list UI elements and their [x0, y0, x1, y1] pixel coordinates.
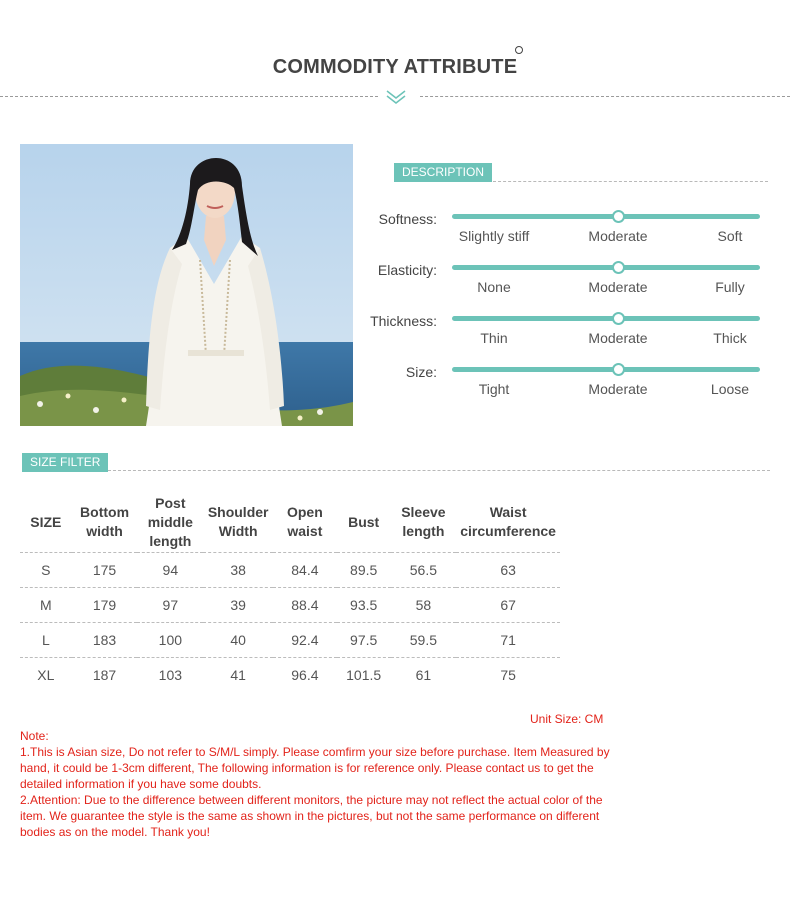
thickness-option-0: Thin: [480, 330, 508, 346]
table-cell: 103: [137, 658, 203, 693]
size-slider-track: [452, 367, 760, 372]
table-cell: 38: [203, 553, 273, 588]
table-cell: 59.5: [391, 623, 457, 658]
table-cell: 39: [203, 588, 273, 623]
elasticity-slider-track: [452, 265, 760, 270]
table-cell: L: [20, 623, 72, 658]
header-bottom-width: Bottom width: [80, 504, 130, 539]
product-photo: [20, 144, 353, 426]
note-line-2: 2.Attention: Due to the difference between different monitors, the picture may not reflect the actual color of the item. We guarantee the style is the same as shown in the pictures, but not the same performance on different bodies as on the model. Thank you!: [20, 793, 603, 839]
title-degree-mark: [515, 46, 523, 54]
table-row: [20, 658, 560, 693]
table-cell: 61: [391, 658, 457, 693]
softness-label: Softness:: [378, 211, 437, 227]
unit-size-label: Unit Size: CM: [530, 712, 604, 726]
elasticity-label: Elasticity:: [377, 262, 437, 278]
size-table-header-row: [20, 492, 560, 553]
table-cell: 75: [456, 658, 560, 693]
table-row: [20, 553, 560, 588]
header-divider-right: [420, 96, 790, 97]
thickness-label: Thickness:: [370, 313, 437, 329]
elasticity-option-2: Fully: [715, 279, 745, 295]
table-cell: 40: [203, 623, 273, 658]
thickness-option-1: Moderate: [588, 330, 648, 346]
size-slider-marker: [612, 363, 625, 376]
table-cell: M: [20, 588, 72, 623]
size-label: Size:: [405, 364, 437, 380]
table-cell: 175: [72, 553, 138, 588]
header-sleeve-length: Sleeve length: [401, 504, 446, 539]
description-divider: [493, 181, 768, 182]
header-size: SIZE: [30, 513, 62, 530]
table-cell: 63: [456, 553, 560, 588]
table-cell: 89.5: [337, 553, 391, 588]
softness-option-1: Moderate: [588, 228, 648, 244]
elasticity-option-0: None: [477, 279, 511, 295]
size-option-0: Tight: [478, 381, 510, 397]
table-row: [20, 588, 560, 623]
table-cell: 88.4: [273, 588, 337, 623]
table-cell: 56.5: [391, 553, 457, 588]
size-filter-divider: [108, 470, 770, 471]
table-cell: 183: [72, 623, 138, 658]
table-cell: 58: [391, 588, 457, 623]
table-cell: 97.5: [337, 623, 391, 658]
elasticity-slider-marker: [612, 261, 625, 274]
size-table: [20, 492, 560, 692]
table-cell: 97: [137, 588, 203, 623]
elasticity-option-1: Moderate: [588, 279, 648, 295]
softness-option-0: Slightly stiff: [458, 228, 530, 244]
header-open-waist: Open waist: [286, 504, 323, 539]
table-cell: 100: [137, 623, 203, 658]
table-cell: XL: [20, 658, 72, 693]
table-cell: 41: [203, 658, 273, 693]
table-cell: 179: [72, 588, 138, 623]
header-divider-left: [0, 96, 378, 97]
thickness-option-2: Thick: [713, 330, 747, 346]
table-row: [20, 623, 560, 658]
table-cell: S: [20, 553, 72, 588]
table-cell: 84.4: [273, 553, 337, 588]
size-filter-tag: SIZE FILTER: [22, 453, 108, 472]
table-cell: 101.5: [337, 658, 391, 693]
table-cell: 93.5: [337, 588, 391, 623]
size-option-2: Loose: [710, 381, 750, 397]
header-shoulder-width: Shoulder Width: [207, 504, 269, 539]
table-cell: 92.4: [273, 623, 337, 658]
table-cell: 71: [456, 623, 560, 658]
table-cell: 187: [72, 658, 138, 693]
softness-option-2: Soft: [717, 228, 743, 244]
size-option-1: Moderate: [588, 381, 648, 397]
header-waist-circumference: Waist circumference: [460, 504, 556, 539]
note-block: [20, 728, 610, 840]
softness-slider-track: [452, 214, 760, 219]
header-bust: Bust: [348, 513, 380, 530]
thickness-slider-track: [452, 316, 760, 321]
softness-slider-marker: [612, 210, 625, 223]
thickness-slider-marker: [612, 312, 625, 325]
table-cell: 96.4: [273, 658, 337, 693]
note-line-1: 1.This is Asian size, Do not refer to S/M/L simply. Please comfirm your size before purchase. Item Measured by hand, it could be 1-3cm different, The following information is for reference only. Please contact us to get the detailed information if you have some doubts.: [20, 745, 610, 791]
description-tag: DESCRIPTION: [394, 163, 492, 182]
header-post-middle-length: Post middle length: [147, 494, 193, 549]
chevron-down-icon: [385, 88, 407, 106]
note-title: Note:: [20, 729, 49, 743]
table-cell: 67: [456, 588, 560, 623]
product-photo-image: [20, 144, 353, 426]
page-title: COMMODITY ATTRIBUTE: [272, 56, 518, 78]
table-cell: 94: [137, 553, 203, 588]
